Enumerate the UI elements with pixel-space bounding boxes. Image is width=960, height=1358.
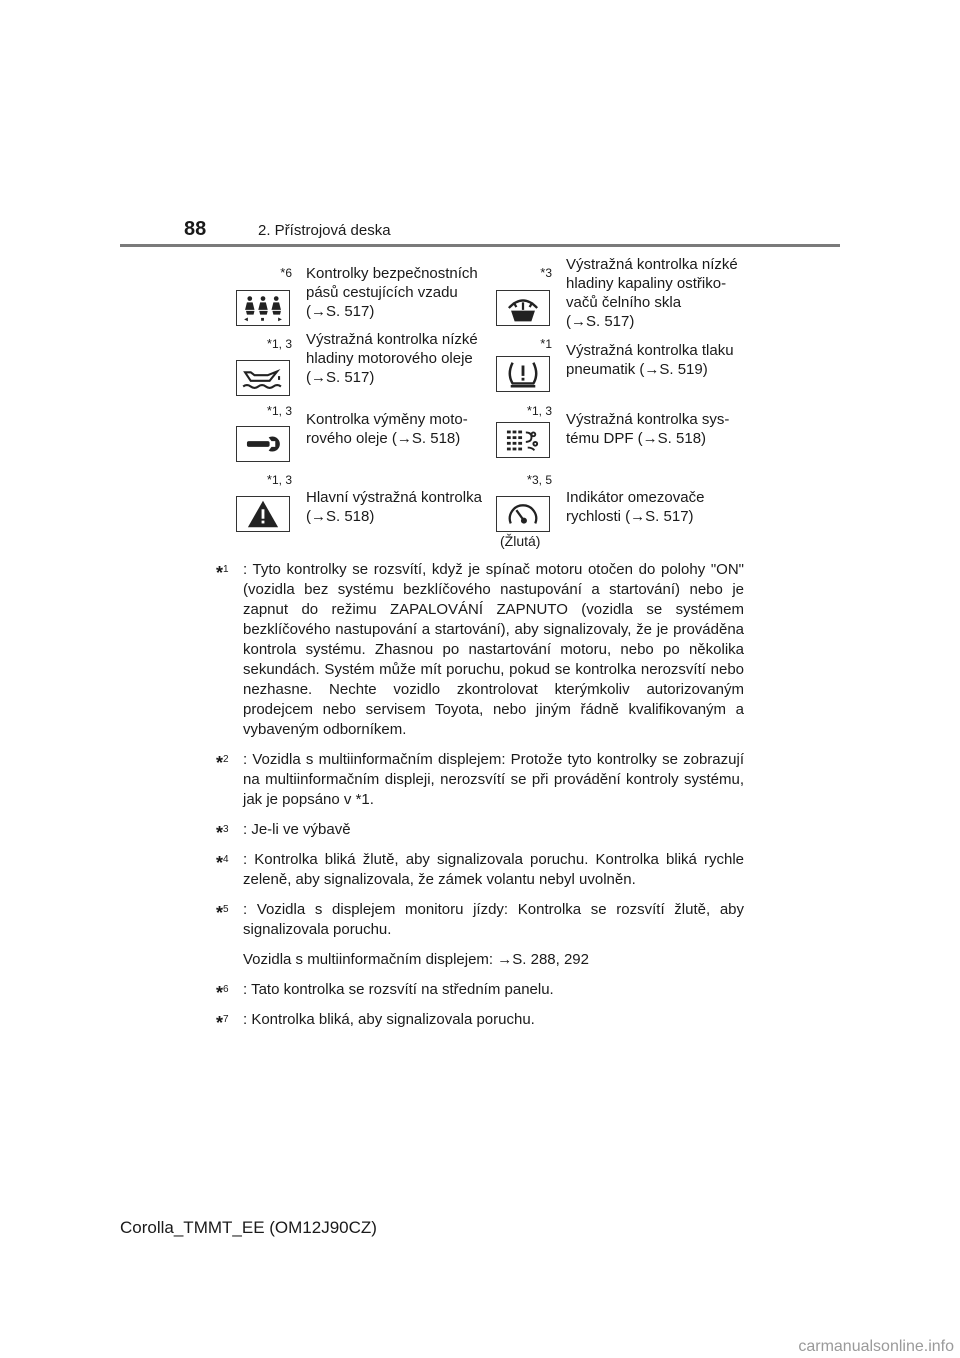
indicator-description: Výstražná kontrolka nízké hladiny kapaliny ostřiko- vačů čelního skla (→S. 517): [566, 256, 738, 330]
dpf-icon: [496, 422, 550, 458]
indicator-footnote-mark: *3, 5: [526, 472, 552, 487]
icon-caption: (Žlutá): [500, 533, 541, 549]
footnote-continuation: Vozidla s multiinformačním displejem: →S. 288, 292: [243, 951, 589, 968]
footnote: *$^4$ : Kontrolka bliká žlutě, aby signalizovala poruchu. Kontrolka bliká rychle zeleně, aby signalizovala, že zámek volantu nebyl uvolněn.: [216, 851, 744, 888]
section-title: 2. Přístrojová deska: [258, 222, 391, 239]
washer-fluid-icon: [496, 290, 550, 326]
indicator-footnote-mark: *1, 3: [266, 472, 292, 487]
indicator-description: Výstražná kontrolka sys- tému DPF (→S. 518): [566, 411, 730, 447]
indicator-description: Výstražná kontrolka tlaku pneumatik (→S. 519): [566, 342, 734, 378]
speed-limiter-icon: [496, 496, 550, 532]
header-rule: [120, 244, 840, 247]
footnote: *$^6$ : Tato kontrolka se rozsvítí na středním panelu.: [216, 981, 554, 1003]
oil-change-wrench-icon: [236, 426, 290, 462]
indicator-footnote-mark: *1, 3: [266, 336, 292, 351]
footnote: *$^7$ : Kontrolka bliká, aby signalizovala poruchu.: [216, 1011, 535, 1033]
indicator-description: Hlavní výstražná kontrolka (→S. 518): [306, 489, 482, 525]
indicator-description: Výstražná kontrolka nízké hladiny motorového oleje (→S. 517): [306, 331, 478, 386]
indicator-description: Kontrolka výměny moto- rového oleje (→S. 518): [306, 411, 468, 447]
footnotes: [216, 560, 744, 1040]
footnote: *$^5$ : Vozidla s displejem monitoru jízdy: Kontrolka se rozsvítí žlutě, aby signalizovala poruchu.: [216, 901, 744, 938]
page-number: 88: [184, 218, 207, 240]
indicator-description: Indikátor omezovače rychlosti (→S. 517): [566, 489, 705, 525]
tire-pressure-icon: [496, 356, 550, 392]
indicator-footnote-mark: *1: [540, 336, 552, 351]
indicator-footnote-mark: *1, 3: [266, 403, 292, 418]
rear-seatbelt-icon: [236, 290, 290, 326]
watermark: carmanualsonline.info: [798, 1338, 954, 1355]
footnote: *$^2$ : Vozidla s multiinformačním displejem: Protože tyto kontrolky se zobrazují na multiinformačním displeji, nerozsvítí se při provádění kontroly systému, jak je popsáno v *1.: [216, 751, 744, 808]
footnote: *$^1$ : Tyto kontrolky se rozsvítí, když je spínač motoru otočen do polohy "ON" (vozidla bez systému bezklíčového nastupování a startování) nebo je zapnut do režimu ZAPALOVÁNÍ ZAPNUTO (vozidla se systémem bezklíčového nastupování a startování), aby signalizovaly, že je prováděna kontrola systému. Zhasnou po nastartování motoru, nebo po několika sekundách. Systém může mít poruchu, pokud se kontrolka nerozsvítí nebo nezhasne. Nechte vozidlo zkontrolovat kterýmkoliv autorizovaným prodejcem nebo servisem Toyota, nebo jiným řádně kvalifikovaným a vybaveným odborníkem.: [216, 561, 744, 738]
indicator-footnote-mark: *3: [540, 265, 552, 280]
footer-model-code: Corolla_TMMT_EE (OM12J90CZ): [120, 1218, 377, 1237]
master-warning-icon: [236, 496, 290, 532]
indicator-footnote-mark: *6: [280, 265, 292, 280]
indicator-footnote-mark: *1, 3: [526, 403, 552, 418]
oil-level-icon: [236, 360, 290, 396]
footnote: *$^3$ : Je-li ve výbavě: [216, 821, 351, 843]
indicator-description: Kontrolky bezpečnostních pásů cestujících vzadu (→S. 517): [306, 265, 478, 320]
